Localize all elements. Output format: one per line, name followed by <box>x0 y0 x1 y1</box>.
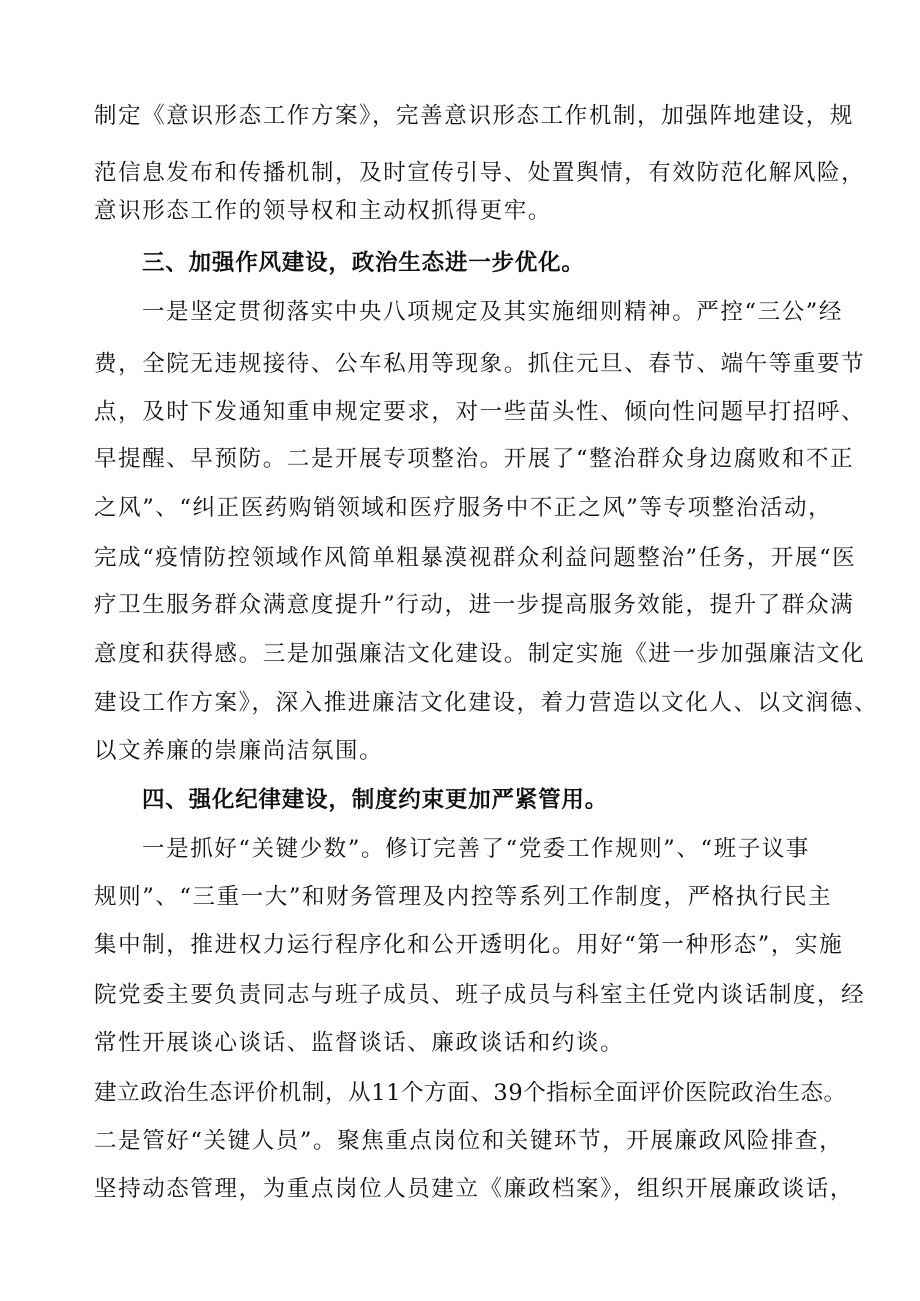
paragraph-line: 之风”、“纠正医药购销领域和医疗服务中不正之风”等专项整治活动， <box>94 495 833 521</box>
paragraph-line: 集中制，推进权力运行程序化和公开透明化。用好“第一种形态”，实施 <box>94 932 844 958</box>
paragraph-line: 费，全院无违规接待、公车私用等现象。抓住元旦、春节、端午等重要节 <box>94 351 866 377</box>
paragraph-line: 建设工作方案》，深入推进廉洁文化建设，着力营造以文化人、以文润德、 <box>94 690 879 716</box>
paragraph-line: 制定《意识形态工作方案》，完善意识形态工作机制，加强阵地建设，规 <box>94 103 854 129</box>
paragraph-line: 建立政治生态评价机制，从11个方面、39个指标全面评价医院政治生态。 <box>94 1080 847 1106</box>
paragraph-line: 院党委主要负责同志与班子成员、班子成员与科室主任党内谈话制度，经 <box>94 982 866 1008</box>
paragraph-line: 一是坚定贯彻落实中央八项规定及其实施细则精神。严控“三公”经 <box>142 299 844 325</box>
paragraph-line: 常性开展谈心谈话、监督谈话、廉政谈话和约谈。 <box>94 1030 625 1056</box>
paragraph-line: 意识形态工作的领导权和主动权抓得更牢。 <box>94 198 552 224</box>
paragraph-line: 二是管好“关键人员”。聚焦重点岗位和关键环节，开展廉政风险排查， <box>94 1128 844 1154</box>
paragraph-line: 完成“疫情防控领域作风简单粗暴漠视群众利益问题整治”任务，开展“医 <box>94 545 857 571</box>
paragraph-line: 一是抓好“关键少数”。修订完善了“党委工作规则”、“班子议事 <box>142 836 811 862</box>
paragraph-line: 点，及时下发通知重申规定要求，对一些苗头性、倾向性问题早打招呼、 <box>94 399 866 425</box>
paragraph-line: 坚持动态管理，为重点岗位人员建立《廉政档案》，组织开展廉政谈话， <box>94 1176 854 1202</box>
paragraph-line: 意度和获得感。三是加强廉洁文化建设。制定实施《进一步加强廉洁文化 <box>94 641 866 667</box>
paragraph-line: 早提醒、早预防。二是开展专项整治。开展了“整治群众身边腐败和不正 <box>94 446 855 472</box>
section-heading-3: 三、加强作风建设，政治生态进一步优化。 <box>142 250 585 276</box>
paragraph-line: 以文养廉的崇廉尚洁氛围。 <box>94 738 384 764</box>
paragraph-line: 范信息发布和传播机制，及时宣传引导、处置舆情，有效防范化解风险， <box>94 160 866 186</box>
paragraph-line: 疗卫生服务群众满意度提升”行动，进一步提高服务效能，提升了群众满 <box>94 592 855 618</box>
section-heading-4: 四、强化纪律建设，制度约束更加严紧管用。 <box>142 787 609 813</box>
paragraph-line: 规则”、“三重一大”和财务管理及内控等系列工作制度，严格执行民主 <box>94 884 833 910</box>
